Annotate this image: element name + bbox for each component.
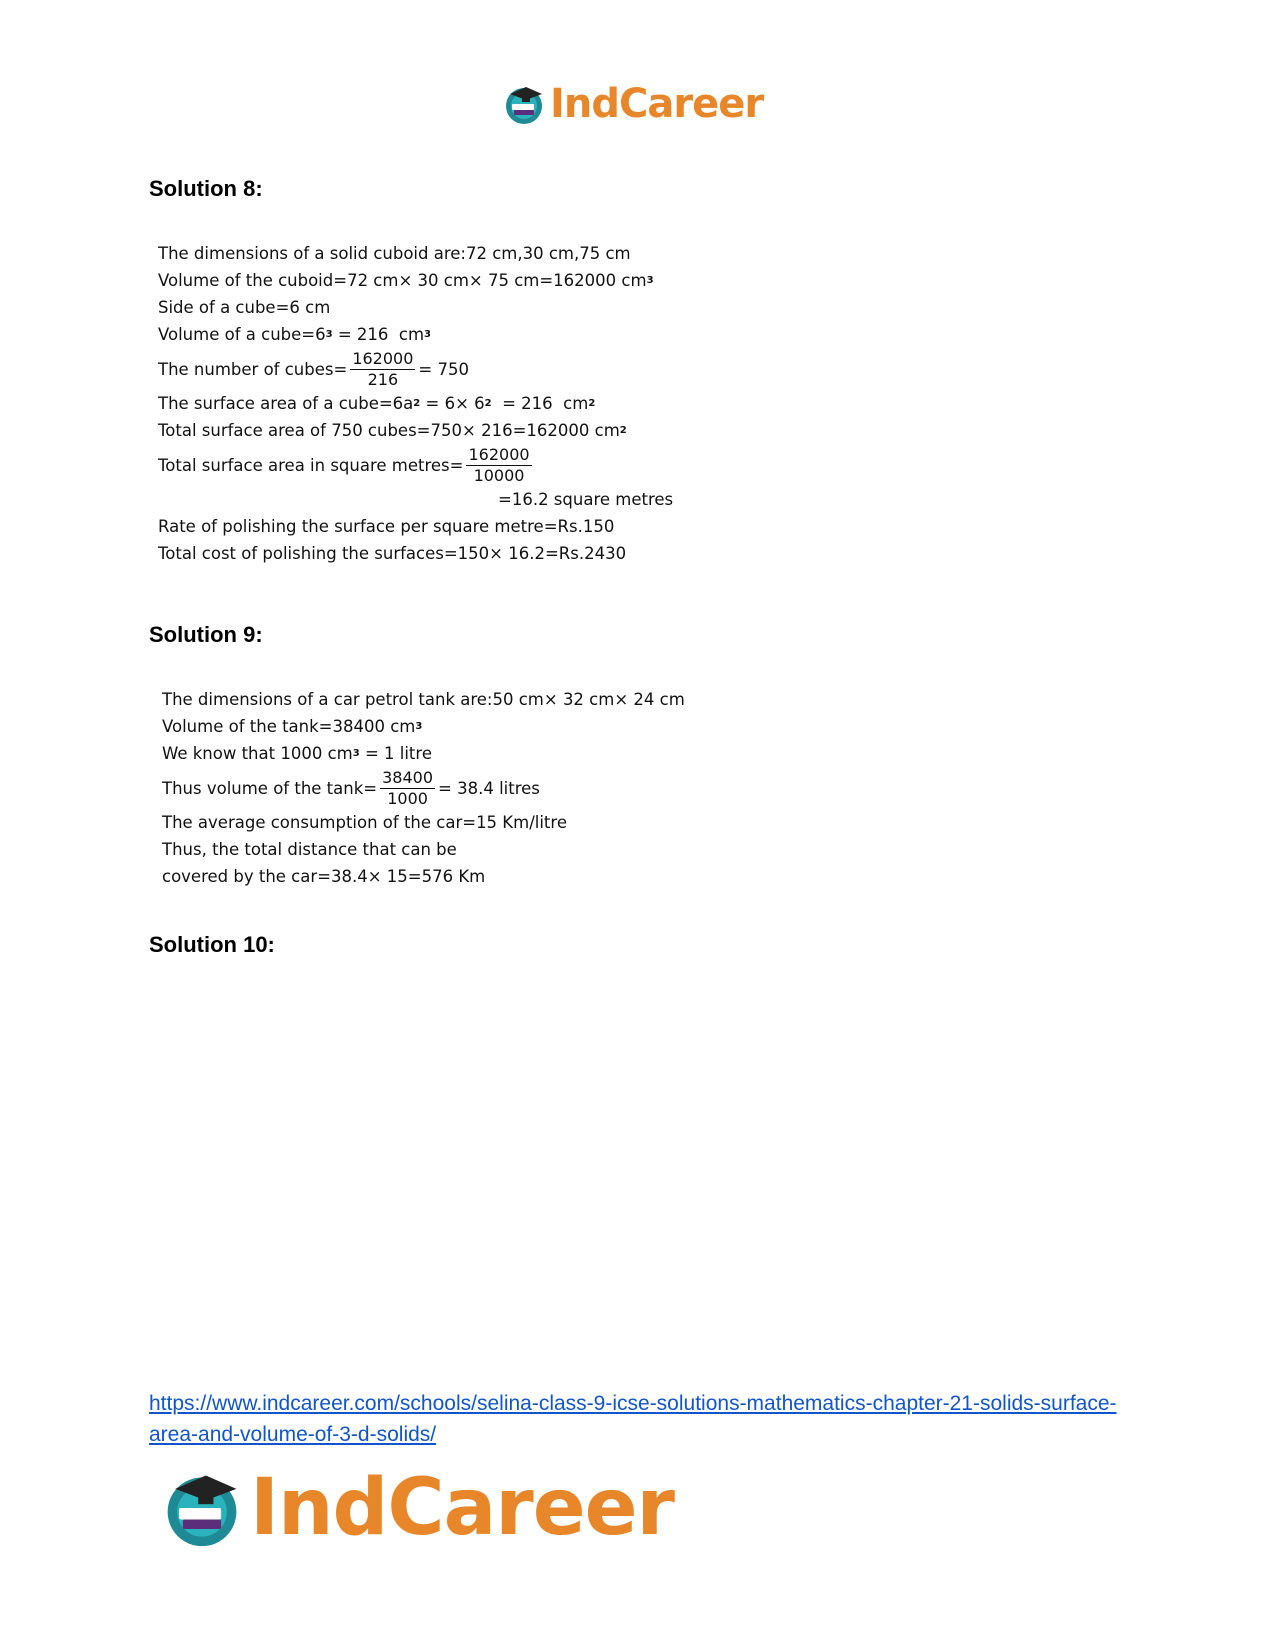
source-link[interactable]: https://www.indcareer.com/schools/selina-class-9-icse-solutions-mathematics-chapter-21-solids-surface-area-and-volume-of-3-d-solids/: [149, 1392, 1117, 1446]
superscript: 2: [619, 424, 627, 436]
math-text: = 6× 6: [420, 394, 485, 413]
math-text: The average consumption of the car=15 Km/litre: [162, 813, 567, 832]
math-line: [162, 686, 685, 713]
math-line: [158, 390, 673, 417]
fraction-numerator: 162000: [468, 444, 530, 464]
fraction-numerator: 38400: [382, 767, 434, 787]
solution-9-heading: Solution 9:: [149, 622, 263, 647]
math-line: [158, 540, 673, 567]
superscript: 3: [352, 747, 360, 759]
solution-8-body: [158, 240, 673, 567]
superscript: 2: [413, 397, 421, 409]
math-text: The number of cubes=: [158, 359, 348, 379]
fraction-denominator: 1000: [387, 788, 428, 808]
math-text: Volume of a cube=6: [158, 325, 326, 344]
superscript: 3: [325, 328, 333, 340]
math-line: [158, 486, 673, 513]
fraction-denominator: 10000: [473, 465, 525, 485]
math-line: [158, 348, 673, 390]
header-logo: [502, 78, 763, 130]
fraction-denominator: 216: [367, 369, 399, 389]
math-line: [162, 767, 685, 809]
math-text: The dimensions of a solid cuboid are:72 cm,30 cm,75 cm: [158, 244, 631, 263]
superscript: 3: [646, 274, 654, 286]
math-line: [162, 863, 685, 890]
math-text: Total cost of polishing the surfaces=150× 16.2=Rs.2430: [158, 544, 627, 563]
superscript: 2: [588, 397, 596, 409]
fraction: [466, 445, 531, 486]
math-line: [158, 267, 673, 294]
math-line: [158, 417, 673, 444]
solution-8-heading: Solution 8:: [149, 176, 263, 201]
math-text: = 216 cm: [332, 325, 425, 344]
fraction: [350, 349, 415, 390]
math-text: Side of a cube=6 cm: [158, 298, 331, 317]
math-text: Thus, the total distance that can be: [162, 840, 457, 859]
math-text: covered by the car=38.4× 15=576 Km: [162, 867, 486, 886]
fraction-numerator: 162000: [352, 348, 414, 368]
math-line: [162, 836, 685, 863]
solution-10-heading: Solution 10:: [149, 932, 275, 957]
footer-logo-text: IndCareer: [250, 1463, 674, 1553]
math-text: = 1 litre: [359, 744, 432, 763]
math-text: = 216 cm: [491, 394, 589, 413]
math-text: Total surface area in square metres=: [158, 455, 464, 475]
superscript: 3: [415, 720, 423, 732]
header-logo-text: IndCareer: [550, 81, 764, 127]
math-text: =16.2 square metres: [498, 490, 674, 509]
graduation-cap-globe-icon: [160, 1466, 244, 1550]
math-text: Thus volume of the tank=: [162, 778, 378, 798]
math-line: [162, 740, 685, 767]
superscript: 3: [424, 328, 431, 340]
math-text: Rate of polishing the surface per square metre=Rs.150: [158, 517, 615, 536]
math-line: [158, 321, 673, 348]
math-text: = 38.4 litres: [438, 778, 540, 798]
math-line: [158, 240, 673, 267]
superscript: 2: [484, 397, 492, 409]
math-line: [162, 809, 685, 836]
graduation-cap-globe-icon: [502, 82, 546, 126]
math-line: [162, 713, 685, 740]
math-text: The dimensions of a car petrol tank are:50 cm× 32 cm× 24 cm: [162, 690, 685, 709]
math-text: Total surface area of 750 cubes=750× 216=162000 cm: [158, 421, 620, 440]
fraction: [380, 768, 435, 809]
math-line: [158, 294, 673, 321]
math-text: The surface area of a cube=6a: [158, 394, 414, 413]
math-text: We know that 1000 cm: [162, 744, 353, 763]
math-text: = 750: [418, 359, 469, 379]
solution-9-body: [162, 686, 685, 890]
footer-logo: [160, 1462, 674, 1554]
math-text: Volume of the cuboid=72 cm× 30 cm× 75 cm=162000 cm: [158, 271, 647, 290]
math-line: [158, 444, 673, 486]
math-line: [158, 513, 673, 540]
math-text: Volume of the tank=38400 cm: [162, 717, 416, 736]
